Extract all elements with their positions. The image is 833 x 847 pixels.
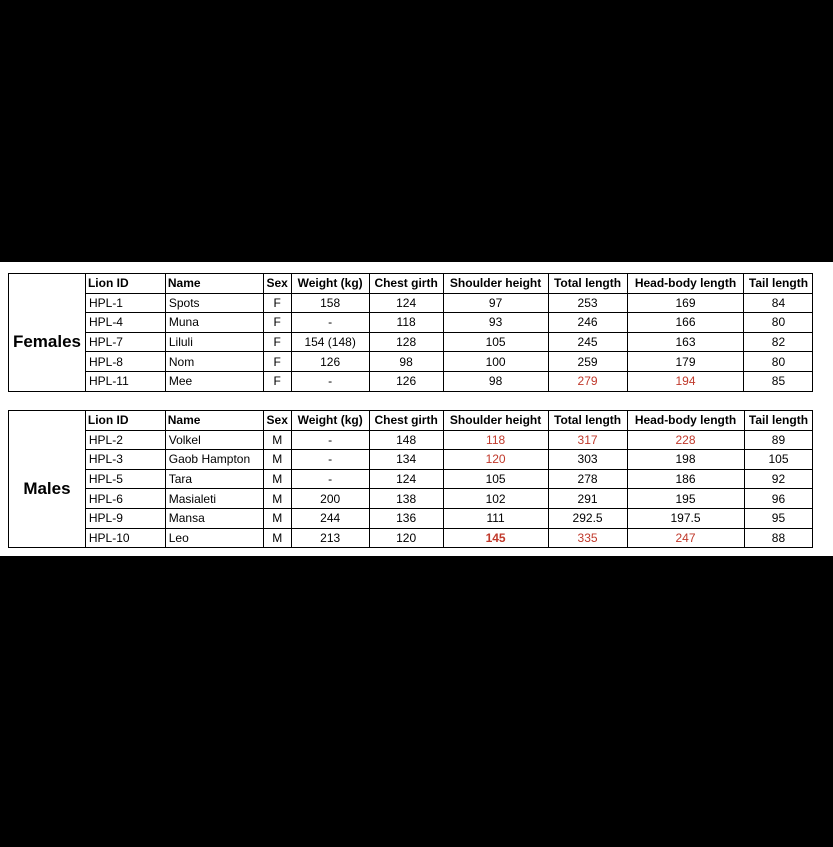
cell-chest-girth: 128 (369, 332, 443, 352)
table-row (9, 508, 833, 528)
cell-weight: - (291, 430, 369, 450)
col-header-sex: Sex (263, 411, 291, 431)
cell-sex: M (263, 430, 291, 450)
cell-tail-length: 105 (744, 450, 813, 470)
cell-total-length: 292.5 (548, 508, 627, 528)
cell-name: Nom (165, 352, 263, 372)
females-table (8, 273, 833, 392)
cell-tail-length: 85 (744, 371, 813, 391)
cell-head-body-length: 179 (627, 352, 744, 372)
cell-name: Volkel (165, 430, 263, 450)
cell-weight: 213 (291, 528, 369, 548)
cell-shoulder-height: 111 (443, 508, 548, 528)
table-row (9, 528, 833, 548)
cell-head-body-length-highlighted: 194 (627, 371, 744, 391)
spacer-cell (813, 332, 833, 352)
cell-lion-id: HPL-3 (85, 450, 165, 470)
cell-sex: M (263, 489, 291, 509)
cell-sex: M (263, 528, 291, 548)
cell-shoulder-height-highlighted: 145 (443, 528, 548, 548)
cell-head-body-length: 198 (627, 450, 744, 470)
cell-shoulder-height: 93 (443, 313, 548, 333)
cell-shoulder-height: 105 (443, 332, 548, 352)
cell-lion-id: HPL-5 (85, 469, 165, 489)
cell-head-body-length: 197.5 (627, 508, 744, 528)
cell-name: Mansa (165, 508, 263, 528)
cell-head-body-length: 186 (627, 469, 744, 489)
cell-shoulder-height: 105 (443, 469, 548, 489)
group-label-females: Females (9, 293, 86, 391)
cell-shoulder-height: 100 (443, 352, 548, 372)
spacer-cell (813, 528, 833, 548)
spacer-cell (813, 274, 833, 294)
table-row (9, 430, 833, 450)
cell-head-body-length: 163 (627, 332, 744, 352)
table-row (9, 313, 833, 333)
cell-lion-id: HPL-11 (85, 371, 165, 391)
cell-shoulder-height-highlighted: 120 (443, 450, 548, 470)
header-row (9, 274, 833, 294)
cell-lion-id: HPL-7 (85, 332, 165, 352)
cell-name: Liluli (165, 332, 263, 352)
cell-chest-girth: 120 (369, 528, 443, 548)
males-table (8, 410, 833, 548)
cell-chest-girth: 148 (369, 430, 443, 450)
cell-tail-length: 80 (744, 352, 813, 372)
cell-chest-girth: 126 (369, 371, 443, 391)
cell-chest-girth: 118 (369, 313, 443, 333)
cell-total-length: 253 (548, 293, 627, 313)
cell-sex: M (263, 450, 291, 470)
cell-tail-length: 80 (744, 313, 813, 333)
col-header-shoulder-height: Shoulder height (443, 274, 548, 294)
cell-chest-girth: 124 (369, 469, 443, 489)
table-row (9, 450, 833, 470)
spacer-cell (813, 293, 833, 313)
cell-lion-id: HPL-8 (85, 352, 165, 372)
spacer-cell (813, 489, 833, 509)
cell-lion-id: HPL-1 (85, 293, 165, 313)
cell-tail-length: 89 (744, 430, 813, 450)
cell-total-length-highlighted: 317 (548, 430, 627, 450)
cell-name: Gaob Hampton (165, 450, 263, 470)
spacer-cell (813, 430, 833, 450)
cell-tail-length: 92 (744, 469, 813, 489)
cell-chest-girth: 136 (369, 508, 443, 528)
col-header-lion-id: Lion ID (85, 411, 165, 431)
col-header-head-body-length: Head-body length (627, 411, 744, 431)
cell-sex: F (263, 293, 291, 313)
col-header-tail-length: Tail length (744, 411, 813, 431)
col-header-shoulder-height: Shoulder height (443, 411, 548, 431)
cell-shoulder-height: 97 (443, 293, 548, 313)
cell-weight: 154 (148) (291, 332, 369, 352)
spacer-cell (813, 371, 833, 391)
table-row (9, 293, 833, 313)
cell-weight: 244 (291, 508, 369, 528)
cell-sex: F (263, 332, 291, 352)
cell-tail-length: 84 (744, 293, 813, 313)
spacer-cell (813, 450, 833, 470)
cell-weight: 158 (291, 293, 369, 313)
col-header-chest-girth: Chest girth (369, 274, 443, 294)
cell-chest-girth: 124 (369, 293, 443, 313)
cell-name: Leo (165, 528, 263, 548)
cell-weight: - (291, 313, 369, 333)
spacer-cell (813, 508, 833, 528)
cell-shoulder-height: 98 (443, 371, 548, 391)
cell-name: Tara (165, 469, 263, 489)
spacer-cell (813, 411, 833, 431)
cell-tail-length: 82 (744, 332, 813, 352)
col-header-head-body-length: Head-body length (627, 274, 744, 294)
cell-sex: F (263, 371, 291, 391)
col-header-total-length: Total length (548, 274, 627, 294)
cell-chest-girth: 138 (369, 489, 443, 509)
cell-weight: 200 (291, 489, 369, 509)
group-label-males: Males (9, 430, 86, 548)
cell-name: Mee (165, 371, 263, 391)
spacer-cell (813, 313, 833, 333)
cell-name: Masialeti (165, 489, 263, 509)
cell-total-length: 278 (548, 469, 627, 489)
cell-total-length: 246 (548, 313, 627, 333)
cell-weight: 126 (291, 352, 369, 372)
table-row (9, 469, 833, 489)
cell-head-body-length-highlighted: 228 (627, 430, 744, 450)
females-table-wrapper (8, 273, 833, 392)
cell-weight: - (291, 450, 369, 470)
cell-lion-id: HPL-10 (85, 528, 165, 548)
spreadsheet-area (0, 262, 833, 556)
cell-shoulder-height: 102 (443, 489, 548, 509)
cell-sex: M (263, 508, 291, 528)
cell-sex: M (263, 469, 291, 489)
spacer-cell (813, 352, 833, 372)
cell-tail-length: 88 (744, 528, 813, 548)
col-header-tail-length: Tail length (744, 274, 813, 294)
cell-chest-girth: 134 (369, 450, 443, 470)
spacer-cell (813, 469, 833, 489)
header-row (9, 411, 833, 431)
cell-head-body-length: 169 (627, 293, 744, 313)
cell-total-length-highlighted: 335 (548, 528, 627, 548)
cell-sex: F (263, 352, 291, 372)
col-header-total-length: Total length (548, 411, 627, 431)
cell-total-length: 245 (548, 332, 627, 352)
cell-chest-girth: 98 (369, 352, 443, 372)
col-header-weight: Weight (kg) (291, 274, 369, 294)
group-label-header-cell (9, 274, 86, 294)
cell-name: Muna (165, 313, 263, 333)
cell-head-body-length: 166 (627, 313, 744, 333)
group-label-header-cell (9, 411, 86, 431)
cell-shoulder-height-highlighted: 118 (443, 430, 548, 450)
cell-lion-id: HPL-2 (85, 430, 165, 450)
table-row (9, 352, 833, 372)
cell-lion-id: HPL-4 (85, 313, 165, 333)
cell-name: Spots (165, 293, 263, 313)
cell-weight: - (291, 469, 369, 489)
cell-total-length-highlighted: 279 (548, 371, 627, 391)
table-row (9, 332, 833, 352)
cell-tail-length: 96 (744, 489, 813, 509)
cell-sex: F (263, 313, 291, 333)
cell-weight: - (291, 371, 369, 391)
cell-head-body-length: 195 (627, 489, 744, 509)
col-header-name: Name (165, 411, 263, 431)
table-row (9, 489, 833, 509)
cell-tail-length: 95 (744, 508, 813, 528)
cell-total-length: 259 (548, 352, 627, 372)
table-row (9, 371, 833, 391)
cell-lion-id: HPL-6 (85, 489, 165, 509)
col-header-name: Name (165, 274, 263, 294)
cell-total-length: 303 (548, 450, 627, 470)
col-header-chest-girth: Chest girth (369, 411, 443, 431)
col-header-weight: Weight (kg) (291, 411, 369, 431)
col-header-sex: Sex (263, 274, 291, 294)
males-table-wrapper (8, 410, 833, 548)
cell-head-body-length-highlighted: 247 (627, 528, 744, 548)
cell-lion-id: HPL-9 (85, 508, 165, 528)
col-header-lion-id: Lion ID (85, 274, 165, 294)
cell-total-length: 291 (548, 489, 627, 509)
